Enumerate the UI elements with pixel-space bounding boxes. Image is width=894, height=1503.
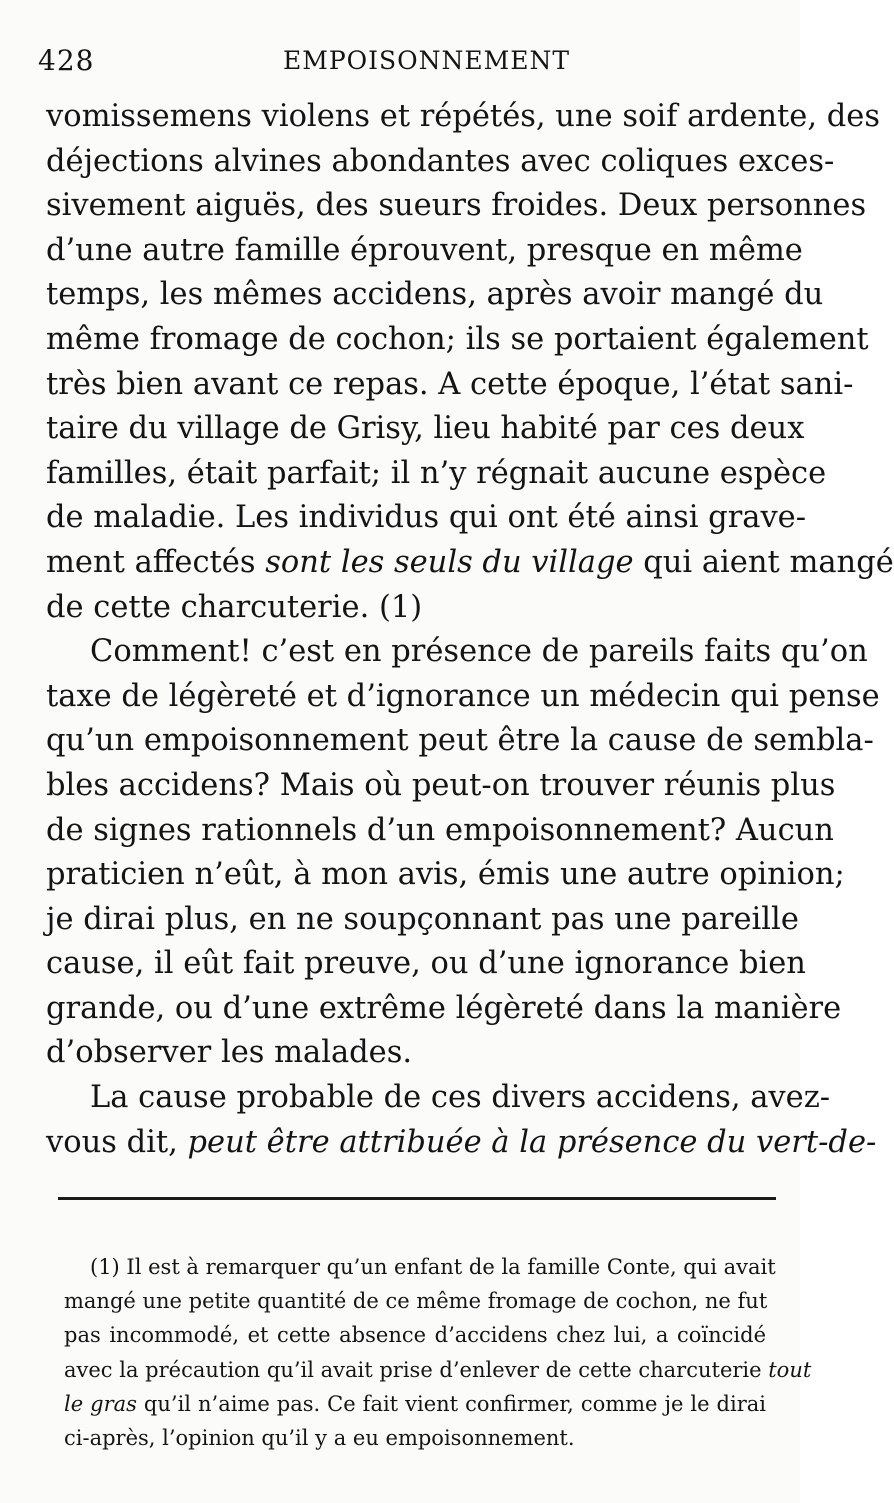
text-line: [46, 363, 854, 408]
italic-text: tout: [768, 1357, 812, 1382]
page-number: 428: [38, 44, 95, 77]
text-segment: je dirai plus, en ne soupçonnant pas une pareille: [46, 901, 799, 937]
text-segment: de maladie. Les individus qui ont été ainsi grave-: [46, 500, 807, 536]
text-segment: d’observer les malades.: [46, 1035, 413, 1071]
text-line: [46, 229, 803, 274]
text-segment: ment affectés: [46, 544, 266, 580]
text-segment: vous dit,: [46, 1124, 188, 1160]
text-segment: praticien n’eût, à mon avis, émis une autre opinion;: [46, 857, 845, 893]
text-line: [46, 764, 836, 809]
text-segment: mangé une petite quantité de ce même fromage de cochon, ne fut: [64, 1289, 768, 1314]
footnote-line: [64, 1284, 766, 1318]
text-segment: familles, était parfait; il n’y régnait aucune espèce: [46, 455, 827, 491]
main-text: [46, 95, 894, 1165]
text-segment: qu’il n’aime pas. Ce fait vient confirmer, comme je le dirai: [136, 1391, 766, 1416]
text-line: [46, 719, 874, 764]
text-segment: ci-après, l’opinion qu’il y a eu empoisonnement.: [64, 1425, 575, 1450]
text-line: [46, 987, 842, 1032]
text-line: [46, 809, 834, 854]
text-line: [46, 586, 768, 631]
text-line: [46, 140, 835, 185]
text-segment: temps, les mêmes accidens, après avoir mangé du: [46, 277, 824, 313]
footnote-line: [64, 1318, 766, 1352]
text-segment: sivement aiguës, des sueurs froides. Deux personnes: [46, 188, 867, 224]
text-line: [46, 630, 868, 675]
text-line: [46, 1031, 768, 1076]
text-segment: qui aient mangé: [633, 544, 894, 580]
footnote-line: [64, 1353, 812, 1387]
text-segment: bles accidens? Mais où peut-on trouver réunis plus: [46, 767, 836, 803]
italic-text: sont les seuls du village: [265, 544, 634, 580]
text-line: [46, 1076, 831, 1121]
text-line: [46, 853, 845, 898]
footnote-line: [64, 1250, 776, 1284]
text-segment: de cette charcuterie. (1): [46, 589, 423, 625]
text-line: [46, 675, 880, 720]
text-line: [46, 898, 799, 943]
text-segment: taxe de légèreté et d’ignorance un médecin qui pense: [46, 678, 880, 714]
text-line: [46, 1121, 877, 1166]
text-line: [46, 273, 824, 318]
text-segment: grande, ou d’une extrême légèreté dans la manière: [46, 990, 842, 1026]
text-line: [46, 541, 894, 586]
text-segment: La cause probable de ces divers accidens, avez-: [90, 1080, 831, 1116]
text-segment: d’une autre famille éprouvent, presque en même: [46, 232, 803, 268]
text-segment: même fromage de cochon; ils se portaient également: [46, 321, 869, 357]
text-line: [46, 95, 880, 140]
text-segment: (1) Il est à remarquer qu’un enfant de la famille Conte, qui avait: [90, 1255, 776, 1279]
running-title: EMPOISONNEMENT: [283, 46, 571, 75]
text-segment: très bien avant ce repas. A cette époque, l’état sani-: [46, 366, 854, 402]
footnote-line: [64, 1387, 766, 1421]
text-segment: qu’un empoisonnement peut être la cause de sembla-: [46, 723, 874, 759]
text-segment: vomissemens violens et répétés, une soif ardente, des: [46, 99, 880, 134]
italic-text: peut être attribuée à la présence du vert-de-: [187, 1124, 877, 1160]
page-header: [38, 40, 778, 80]
text-segment: taire du village de Grisy, lieu habité par ces deux: [46, 411, 805, 447]
text-line: [46, 407, 805, 452]
text-segment: cause, il eût fait preuve, ou d’une ignorance bien: [46, 946, 806, 982]
text-segment: pas incommodé, et cette absence d’accidens chez lui, a coïncidé: [64, 1323, 766, 1348]
text-line: [46, 184, 867, 229]
italic-text: le gras: [64, 1391, 137, 1416]
text-line: [46, 942, 806, 987]
text-line: [46, 318, 869, 363]
text-segment: déjections alvines abondantes avec coliques exces-: [46, 143, 835, 179]
text-segment: avec la précaution qu’il avait prise d’enlever de cette charcuterie: [64, 1357, 769, 1382]
footnote-separator: [58, 1197, 776, 1200]
text-line: [46, 496, 807, 541]
text-line: [46, 452, 827, 497]
text-segment: de signes rationnels d’un empoisonnement? Aucun: [46, 812, 834, 848]
text-segment: Comment! c’est en présence de pareils faits qu’on: [90, 634, 868, 670]
footnote-line: [64, 1421, 766, 1455]
footnote: [64, 1250, 812, 1455]
